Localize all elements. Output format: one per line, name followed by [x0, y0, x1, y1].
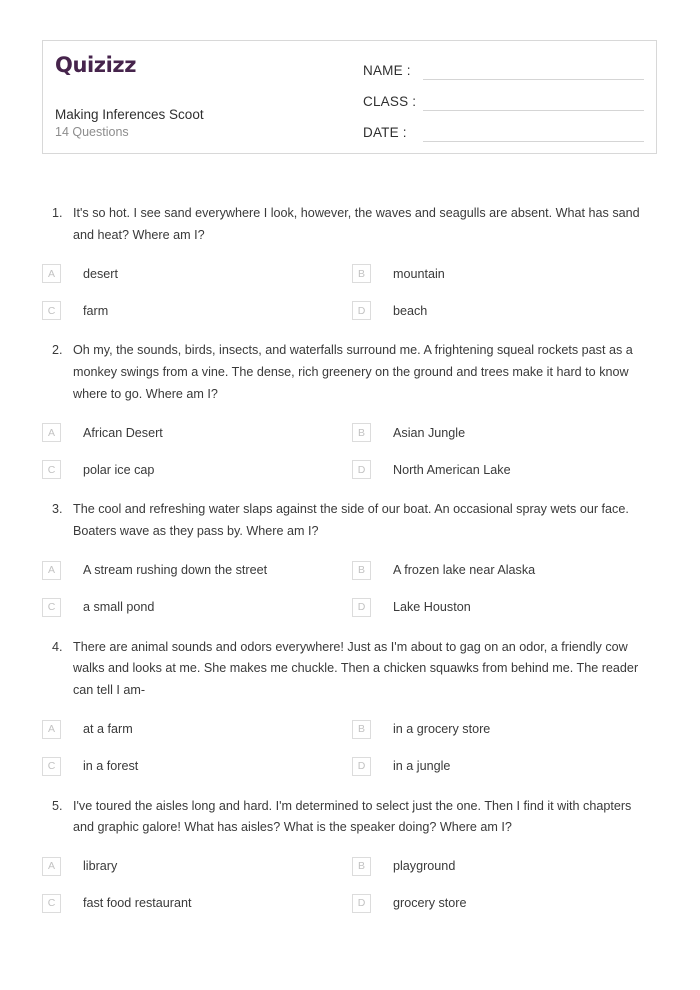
option-text-d: Lake Houston — [393, 599, 471, 614]
options-grid — [42, 711, 657, 785]
option-text-b: A frozen lake near Alaska — [393, 562, 536, 577]
question-number: 5. — [52, 798, 63, 813]
student-info-fields — [363, 41, 656, 153]
option-b[interactable] — [352, 848, 657, 885]
class-field-row — [363, 85, 644, 111]
options-grid — [42, 414, 657, 488]
option-text-d: in a jungle — [393, 758, 451, 773]
worksheet-header-card — [42, 40, 657, 154]
option-letter-b: B — [352, 423, 371, 442]
header-left-pane — [43, 41, 363, 153]
option-text-d: beach — [393, 303, 428, 318]
question-block — [42, 637, 657, 785]
option-text-c: fast food restaurant — [83, 896, 192, 911]
option-d[interactable] — [352, 748, 657, 785]
date-field-row — [363, 116, 644, 142]
option-c[interactable] — [42, 589, 352, 626]
option-letter-d: D — [352, 894, 371, 913]
question-block — [42, 203, 657, 329]
question-block — [42, 340, 657, 488]
option-text-c: in a forest — [83, 758, 139, 773]
option-letter-c: C — [42, 598, 61, 617]
option-c[interactable] — [42, 885, 352, 922]
date-field-input[interactable] — [423, 115, 644, 142]
worksheet-meta — [55, 106, 363, 153]
option-letter-b: B — [352, 720, 371, 739]
option-a[interactable] — [42, 255, 352, 292]
option-text-d: North American Lake — [393, 462, 511, 477]
option-letter-a: A — [42, 264, 61, 283]
option-letter-b: B — [352, 264, 371, 283]
option-b[interactable] — [352, 552, 657, 589]
question-row — [42, 499, 657, 542]
option-text-a: library — [83, 859, 118, 874]
option-letter-d: D — [352, 757, 371, 776]
date-field-label: DATE : — [363, 125, 407, 140]
name-field-input[interactable] — [423, 53, 644, 80]
option-text-a: at a farm — [83, 721, 133, 736]
option-d[interactable] — [352, 292, 657, 329]
option-text-b: Asian Jungle — [393, 425, 466, 440]
question-number: 1. — [52, 206, 63, 220]
option-c[interactable] — [42, 451, 352, 488]
quizizz-logo: Quizizz — [55, 53, 137, 77]
question-number: 4. — [52, 639, 63, 654]
option-text-a: desert — [83, 266, 119, 281]
option-a[interactable] — [42, 414, 352, 451]
question-text: It's so hot. I see sand everywhere I look, however, the waves and seagulls are absent. What has sand and heat? Where am I? — [73, 206, 640, 242]
option-letter-c: C — [42, 301, 61, 320]
option-text-a: A stream rushing down the street — [83, 562, 268, 577]
option-b[interactable] — [352, 255, 657, 292]
option-text-b: mountain — [393, 266, 445, 281]
option-a[interactable] — [42, 711, 352, 748]
option-a[interactable] — [42, 848, 352, 885]
question-text: I've toured the aisles long and hard. I'm determined to select just the one. Then I find it with chapters and graphic galore! What has aisles? What is the speaker doing? Where am I? — [73, 798, 632, 835]
option-text-b: in a grocery store — [393, 721, 491, 736]
option-c[interactable] — [42, 292, 352, 329]
option-b[interactable] — [352, 711, 657, 748]
option-text-a: African Desert — [83, 425, 163, 440]
option-a[interactable] — [42, 552, 352, 589]
option-letter-d: D — [352, 460, 371, 479]
option-d[interactable] — [352, 589, 657, 626]
question-text: There are animal sounds and odors everywhere! Just as I'm about to gag on an odor, a friendly cow walks and looks at me. She makes me chuckle. Then a chicken squawks from behind me. The reader can tell I am- — [73, 639, 639, 697]
name-field-label: NAME : — [363, 63, 411, 78]
option-letter-b: B — [352, 561, 371, 580]
option-letter-c: C — [42, 460, 61, 479]
option-letter-d: D — [352, 598, 371, 617]
question-row — [42, 340, 657, 405]
name-field-row — [363, 54, 644, 80]
option-text-c: polar ice cap — [83, 462, 155, 477]
option-d[interactable] — [352, 885, 657, 922]
question-number: 3. — [52, 502, 63, 517]
option-letter-c: C — [42, 757, 61, 776]
option-letter-a: A — [42, 720, 61, 739]
question-block — [42, 499, 657, 625]
question-text: The cool and refreshing water slaps against the side of our boat. An occasional spray wets our face. Boaters wave as they pass by. Where am I? — [73, 502, 629, 538]
question-number: 2. — [52, 343, 63, 358]
option-letter-a: A — [42, 423, 61, 442]
option-letter-d: D — [352, 301, 371, 320]
question-row — [42, 203, 657, 246]
options-grid — [42, 552, 657, 626]
question-row — [42, 637, 657, 702]
option-letter-c: C — [42, 894, 61, 913]
option-text-b: playground — [393, 859, 456, 874]
option-text-d: grocery store — [393, 896, 467, 911]
options-grid — [42, 255, 657, 329]
worksheet-question-count: 14 Questions — [55, 125, 129, 140]
class-field-input[interactable] — [423, 84, 644, 111]
option-text-c: a small pond — [83, 599, 155, 614]
questions-list — [42, 203, 657, 933]
option-letter-a: A — [42, 857, 61, 876]
question-row — [42, 796, 657, 839]
option-c[interactable] — [42, 748, 352, 785]
option-letter-b: B — [352, 857, 371, 876]
worksheet-title: Making Inferences Scoot — [55, 106, 204, 122]
question-block — [42, 796, 657, 922]
options-grid — [42, 848, 657, 922]
option-b[interactable] — [352, 414, 657, 451]
option-d[interactable] — [352, 451, 657, 488]
question-text: Oh my, the sounds, birds, insects, and waterfalls surround me. A frightening squeal rockets past as a monkey swings from a vine. The dense, rich greenery on the ground and trees make it hard to know where to go. Where am I? — [73, 343, 633, 401]
option-letter-a: A — [42, 561, 61, 580]
class-field-label: CLASS : — [363, 94, 417, 109]
option-text-c: farm — [83, 303, 109, 318]
